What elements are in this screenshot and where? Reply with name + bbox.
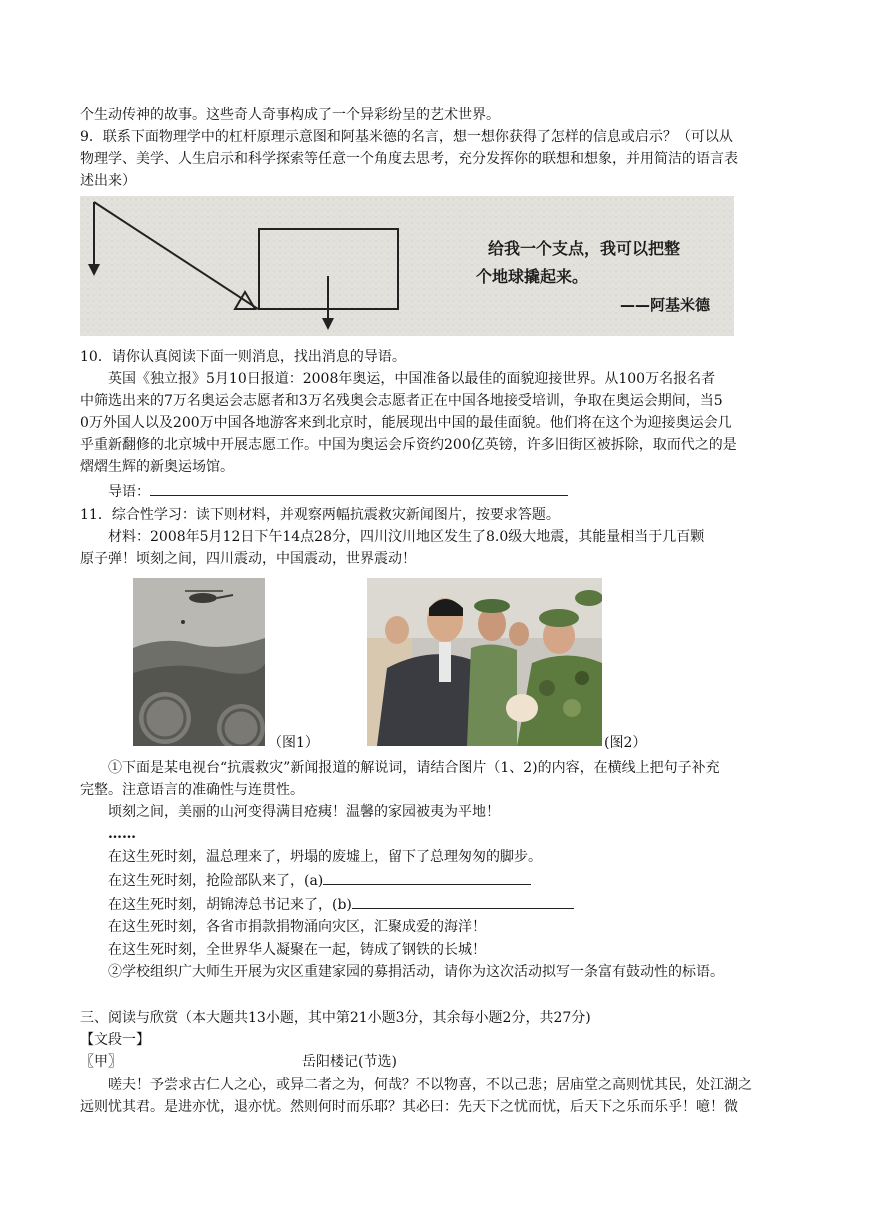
narration-line: 在这生死时刻，全世界华人凝聚在一起，铸成了钢铁的长城！	[108, 942, 486, 958]
blank-a-answer[interactable]	[323, 869, 531, 885]
blank-b-row	[108, 893, 792, 915]
material-line: 材料：2008年5月12日下午14点28分，四川汶川地区发生了8.0级大地震，其能量相当于几百颗	[108, 529, 705, 545]
quote-author: ——阿基米德	[620, 296, 711, 314]
figure-1-caption: （图1）	[268, 735, 319, 751]
lead-answer-row	[108, 480, 792, 502]
helicopter	[189, 593, 217, 603]
section-3-heading: 三、阅读与欣赏（本大题共13小题，其中第21小题3分，其余每小题2分，共27分)	[80, 1010, 591, 1026]
news-text-line: 英国《独立报》5月10日报道：2008年奥运，中国准备以最佳的面貌迎接世界。从100万名报名者	[108, 371, 716, 387]
news-text-line: 乎重新翻修的北京城中开展志愿工作。中国为奥运会斥资约200亿英镑，许多旧街区被拆除，取而代之的是	[80, 437, 737, 453]
narration-line: 在这生死时刻，各省市捐款捐物涌向灾区，汇聚成爱的海洋！	[108, 919, 486, 935]
passage-text-line: 远则忧其君。是进亦忧，退亦忧。然则何时而乐耶？其必曰：先天下之忧而忧，后天下之乐而乐乎！噫！微	[80, 1099, 738, 1115]
photo-leader-with-soldiers	[367, 578, 602, 746]
helicopter-photo-drawing	[133, 578, 265, 746]
photo-helicopter	[133, 578, 265, 746]
leader-photo-drawing	[367, 578, 602, 746]
figure-2-caption: (图2）	[604, 735, 647, 751]
text-line: 个生动传神的故事。这些奇人奇事构成了一个异彩纷呈的艺术世界。	[80, 107, 500, 123]
text-line: 述出来）	[80, 173, 136, 189]
sub-question-1: ①下面是某电视台“抗震救灾”新闻报道的解说词，请结合图片（1、2)的内容，在横线上把句子补充	[108, 760, 720, 776]
blank-a-row	[108, 869, 792, 891]
child	[506, 694, 538, 722]
lead-answer-blank[interactable]	[150, 480, 568, 496]
jia-marker: 〖甲〗	[80, 1054, 122, 1070]
blank-b-label: 在这生死时刻，胡锦涛总书记来了，(b)	[108, 897, 352, 913]
news-text-line: 中筛选出来的7万名奥运会志愿者和3万名残奥会志愿者正在中国各地接受培训，争取在奥运会期间，当5	[80, 393, 723, 409]
passage-title: 岳阳楼记(节选)	[302, 1054, 397, 1070]
blank-b-answer[interactable]	[352, 893, 574, 909]
question-11-title: 11．综合性学习：读下则材料，并观察两幅抗震救灾新闻图片，按要求答题。	[80, 507, 560, 523]
officer-uniform	[467, 644, 517, 746]
question-10-title: 10．请你认真阅读下面一则消息，找出消息的导语。	[80, 349, 406, 365]
lever-diagram-drawing	[80, 196, 734, 336]
lever-diagram	[80, 196, 734, 336]
news-text-line: 0万外国人以及200万中国各地游客来到北京时，能展现出中国的最佳面貌。他们将在这个为迎接奥运会几	[80, 415, 732, 431]
blank-a-label: 在这生死时刻，抢险部队来了，(a)	[108, 873, 324, 889]
lead-label: 导语：	[108, 484, 150, 500]
material-line: 原子弹！顷刻之间，四川震动，中国震动，世界震动！	[80, 551, 416, 567]
narration-line: 在这生死时刻，温总理来了，坍塌的废墟上，留下了总理匆匆的脚步。	[108, 849, 542, 865]
sub-question-2: ②学校组织广大师生开展为灾区重建家园的募捐活动，请你为这次活动拟写一条富有鼓动性的标语。	[108, 964, 724, 980]
news-text-line: 熠熠生辉的新奥运场馆。	[80, 459, 234, 475]
narration-line: 顷刻之间，美丽的山河变得满目疮痍！温馨的家园被夷为平地！	[108, 804, 500, 820]
sub-question-1-cont: 完整。注意语言的准确性与连贯性。	[80, 782, 304, 798]
narration-ellipsis: ……	[108, 826, 136, 842]
passage-1-label: 【文段一】	[80, 1032, 150, 1048]
quote-line-1: 给我一个支点，我可以把整	[488, 239, 681, 258]
passage-title-row	[80, 1051, 792, 1073]
question-9-title: 9．联系下面物理学中的杠杆原理示意图和阿基米德的名言，想一想你获得了怎样的信息或启示？（可以从	[80, 129, 733, 145]
text-line: 物理学、美学、人生启示和科学探索等任意一个角度去思考，充分发挥你的联想和想象，并用简洁的语言表	[80, 151, 738, 167]
quote-line-2: 个地球撬起来。	[476, 267, 589, 286]
passage-text-line: 嗟夫！予尝求古仁人之心，或异二者之为，何哉？不以物喜，不以己悲；居庙堂之高则忧其民，处江湖之	[108, 1077, 752, 1093]
